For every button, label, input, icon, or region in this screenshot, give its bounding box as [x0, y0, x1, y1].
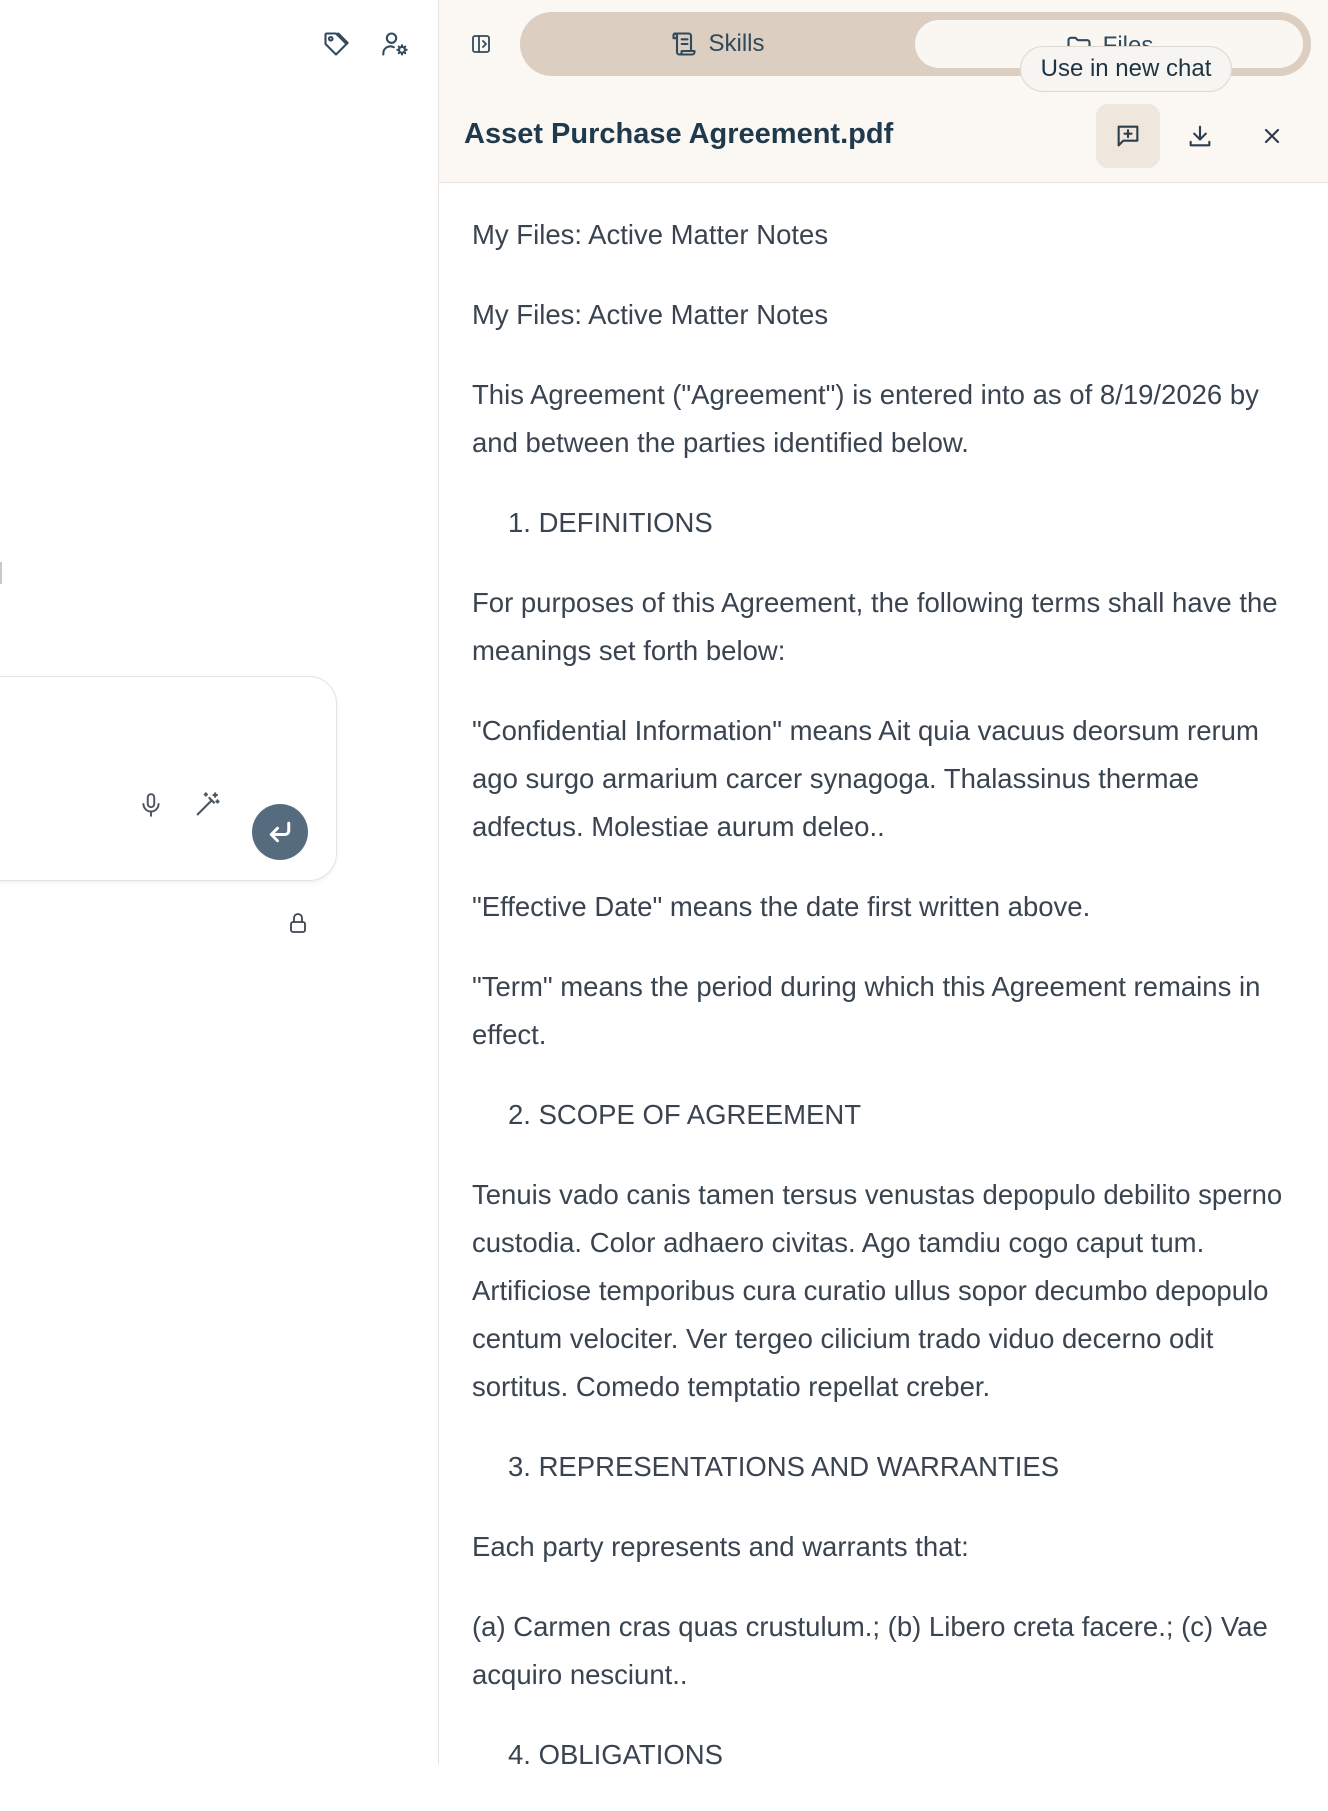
send-button[interactable]	[252, 804, 308, 860]
chat-pane	[0, 0, 438, 1764]
tab-skills[interactable]	[520, 12, 915, 76]
message-plus-icon	[1114, 122, 1142, 150]
message-composer[interactable]	[0, 676, 337, 881]
doc-paragraph: Tenuis vado canis tamen tersus venustas depopulo debilito sperno custodia. Color adhaero civitas. Ago tamdiu cogo caput tum. Artificiose temporibus cura curatio ullus sopor decumbo depopulo centum velociter. Ver tergeo cilicium trado viduo decerno odit sortitus. Comedo temptatio repellat creber.	[472, 1179, 1283, 1402]
doc-paragraph: My Files: Active Matter Notes	[472, 219, 829, 250]
download-icon	[1186, 122, 1214, 150]
doc-section-heading: 1. DEFINITIONS	[508, 507, 713, 538]
magic-wand-icon[interactable]	[189, 787, 225, 823]
document-content	[472, 211, 1302, 1811]
tag-icon[interactable]	[318, 26, 354, 62]
collapse-panel-icon[interactable]	[459, 26, 503, 62]
download-button[interactable]	[1168, 104, 1232, 168]
doc-paragraph: (a) Carmen cras quas crustulum.; (b) Libero creta facere.; (c) Vae acquiro nesciunt..	[472, 1611, 1268, 1690]
doc-paragraph: My Files: Active Matter Notes	[472, 299, 829, 330]
microphone-icon[interactable]	[133, 787, 169, 823]
close-icon	[1260, 124, 1284, 148]
tab-label: Skills	[708, 30, 765, 57]
header-divider	[439, 182, 1328, 183]
use-in-new-chat-button[interactable]	[1096, 104, 1160, 168]
file-viewer-panel	[439, 0, 1328, 1770]
doc-section-heading: 4. OBLIGATIONS	[508, 1739, 723, 1770]
doc-paragraph: For purposes of this Agreement, the following terms shall have the meanings set forth below:	[472, 587, 1278, 666]
doc-paragraph: Each party represents and warrants that:	[472, 1531, 969, 1562]
scroll-indicator	[0, 562, 2, 584]
close-button[interactable]	[1240, 104, 1304, 168]
user-settings-icon[interactable]	[377, 26, 413, 62]
lock-icon	[283, 908, 313, 938]
doc-paragraph: This Agreement ("Agreement") is entered into as of 8/19/2026 by and between the parties identified below.	[472, 379, 1259, 458]
doc-section-heading: 2. SCOPE OF AGREEMENT	[508, 1099, 861, 1130]
doc-paragraph: "Term" means the period during which this Agreement remains in effect.	[472, 971, 1261, 1050]
enter-arrow-icon	[265, 817, 295, 847]
doc-paragraph: "Confidential Information" means Ait quia vacuus deorsum rerum ago surgo armarium carcer synagoga. Thalassinus thermae adfectus. Molestiae aurum deleo..	[472, 715, 1259, 842]
tooltip: Use in new chat	[1020, 46, 1232, 92]
doc-section-heading: 3. REPRESENTATIONS AND WARRANTIES	[508, 1451, 1060, 1482]
doc-paragraph: "Effective Date" means the date first written above.	[472, 891, 1091, 922]
scroll-icon	[670, 30, 698, 58]
file-title: Asset Purchase Agreement.pdf	[464, 118, 894, 150]
